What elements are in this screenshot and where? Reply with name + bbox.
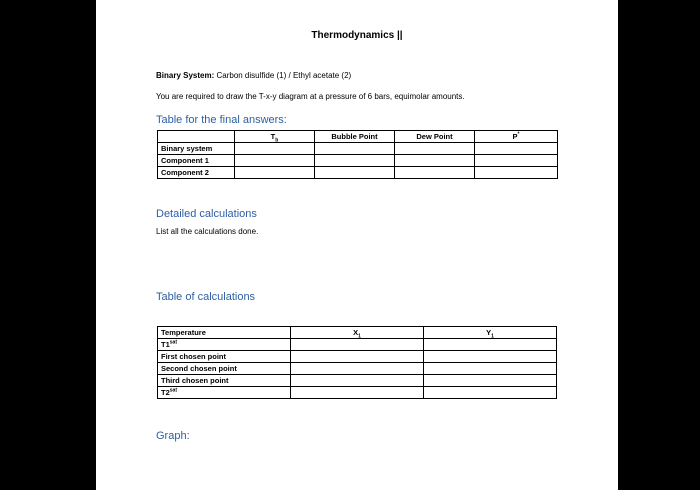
instruction-text: You are required to draw the T-x-y diagram at a pressure of 6 bars, equimolar amounts. bbox=[156, 92, 465, 101]
table-row bbox=[158, 339, 557, 351]
table-cell bbox=[395, 143, 475, 155]
table-row bbox=[158, 351, 557, 363]
table-cell bbox=[424, 351, 557, 363]
row-label: Second chosen point bbox=[158, 363, 291, 375]
final-answers-table bbox=[157, 130, 558, 179]
table-row bbox=[158, 387, 557, 399]
header-cell-tb: $T_b$ bbox=[235, 131, 315, 143]
table-cell bbox=[235, 155, 315, 167]
table-cell bbox=[395, 167, 475, 179]
binary-system-text: Carbon disulfide (1) / Ethyl acetate (2) bbox=[214, 71, 352, 80]
table-cell bbox=[395, 155, 475, 167]
table-row bbox=[158, 375, 557, 387]
table-cell bbox=[291, 375, 424, 387]
table-cell bbox=[424, 375, 557, 387]
binary-system-label: Binary System: bbox=[156, 71, 215, 80]
table-cell bbox=[235, 143, 315, 155]
table-header-row bbox=[158, 131, 558, 143]
header-cell-empty bbox=[158, 131, 235, 143]
row-label: Third chosen point bbox=[158, 375, 291, 387]
table-cell bbox=[424, 363, 557, 375]
binary-system-line bbox=[156, 71, 351, 80]
row-label: $T2^{sat}$ bbox=[158, 387, 291, 399]
header-cell-y1: $Y_1$ bbox=[424, 327, 557, 339]
header-cell-p: P* bbox=[475, 131, 558, 143]
detailed-calculations-text: List all the calculations done. bbox=[156, 227, 259, 236]
header-cell-temperature: Temperature bbox=[158, 327, 291, 339]
table-cell bbox=[291, 339, 424, 351]
row-label: First chosen point bbox=[158, 351, 291, 363]
graph-heading: Graph: bbox=[156, 430, 190, 442]
table-row bbox=[158, 143, 558, 155]
table-cell bbox=[291, 363, 424, 375]
header-cell-x1: $X_1$ bbox=[291, 327, 424, 339]
table-row bbox=[158, 167, 558, 179]
header-cell-bubble-point: Bubble Point bbox=[315, 131, 395, 143]
document-page bbox=[96, 0, 618, 490]
row-label: $T1^{sat}$ bbox=[158, 339, 291, 351]
table-row bbox=[158, 155, 558, 167]
row-label: Binary system bbox=[158, 143, 235, 155]
calculations-table bbox=[157, 326, 557, 399]
table-cell bbox=[475, 167, 558, 179]
table-header-row bbox=[158, 327, 557, 339]
table-cell bbox=[424, 387, 557, 399]
detailed-calculations-heading: Detailed calculations bbox=[156, 208, 257, 220]
table-cell bbox=[235, 167, 315, 179]
table-cell bbox=[315, 143, 395, 155]
table-cell bbox=[315, 167, 395, 179]
table-cell bbox=[475, 155, 558, 167]
table-cell bbox=[475, 143, 558, 155]
calc-table-heading: Table of calculations bbox=[156, 291, 256, 303]
table-row bbox=[158, 363, 557, 375]
table-cell bbox=[291, 387, 424, 399]
table-cell bbox=[291, 351, 424, 363]
row-label: Component 1 bbox=[158, 155, 235, 167]
final-table-heading: Table for the final answers: bbox=[156, 114, 287, 126]
document-title: Thermodynamics || bbox=[311, 30, 403, 41]
table-cell bbox=[424, 339, 557, 351]
header-cell-dew-point: Dew Point bbox=[395, 131, 475, 143]
row-label: Component 2 bbox=[158, 167, 235, 179]
table-cell bbox=[315, 155, 395, 167]
